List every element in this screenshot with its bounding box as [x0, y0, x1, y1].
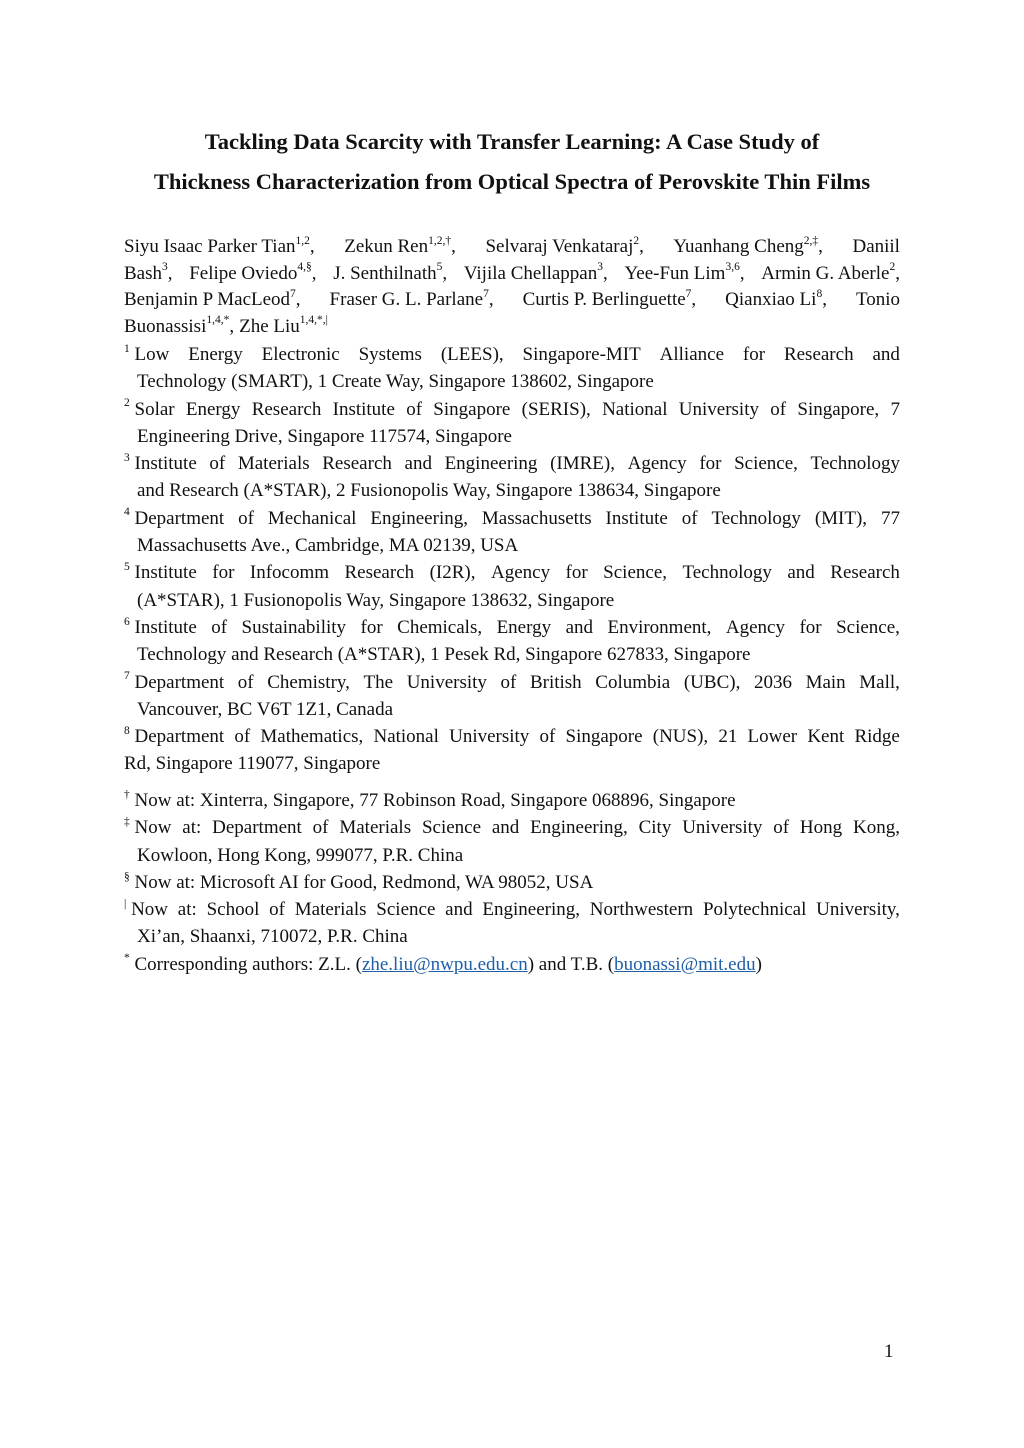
affiliation-7: $^7$ Department of Chemistry, The University of British Columbia (UBC), 2036 Main Mall, Vancouver, BC V6T 1Z1, Canada	[124, 670, 900, 720]
author: Selvaraj Venkataraj$^2$,	[485, 234, 644, 257]
author: Fraser G. L. Parlane$^7$,	[329, 287, 494, 310]
author: Siyu Isaac Parker Tian$^{1,2}$,	[124, 234, 315, 257]
author-line-1	[124, 234, 900, 261]
footnote: ‡ Now at: Department of Materials Science and Engineering, City University of Hong Kong, Kowloon, Hong Kong, 999077, P.R. China	[124, 815, 900, 866]
author: Curtis P. Berlinguette$^7$,	[522, 287, 697, 310]
author: Benjamin P MacLeod$^7$,	[124, 287, 301, 310]
author-split: Buonassisi$^{1,4,*}$,	[124, 314, 235, 337]
author-split: Bash$^3$,	[124, 261, 173, 284]
paper-title	[100, 122, 924, 202]
footnote: † Now at: Xinterra, Singapore, 77 Robinson Road, Singapore 068896, Singapore	[124, 788, 736, 811]
affiliation-1: $^1$ Low Energy Electronic Systems (LEES), Singapore-MIT Alliance for Research and Technology (SMART), 1 Create Way, Singapore 138602, Singapore	[124, 342, 900, 393]
author-split: Tonio	[855, 289, 900, 310]
author: J. Senthilnath$^5$,	[333, 261, 448, 284]
author: Vijila Chellappan$^3$,	[463, 261, 608, 284]
affiliation-8: $^8$ Department of Mathematics, National University of Singapore (NUS), 21 Lower Kent Ridge Rd, Singapore 119077, Singapore	[124, 724, 900, 775]
author: Qianxiao Li$^8$,	[725, 287, 827, 310]
author: Zekun Ren$^{1,2,\dagger}$,	[344, 234, 456, 257]
affiliation-3: $^3$ Institute of Materials Research and Engineering (IMRE), Agency for Science, Technology and Research (A*STAR), 2 Fusionopolis Way, Singapore 138634, Singapore	[124, 451, 900, 502]
author: Yuanhang Cheng$^{2,\ddagger}$,	[673, 234, 823, 257]
author-split: Daniil	[852, 236, 900, 257]
author: Yee-Fun Lim$^{3,6}$,	[624, 261, 745, 284]
affiliation-4: $^4$ Department of Mechanical Engineering, Massachusetts Institute of Technology (MIT), 77 Massachusetts Ave., Cambridge, MA 02139, USA	[124, 506, 900, 557]
email-link-buonassisi[interactable]: buonassi@mit.edu	[614, 953, 756, 975]
affiliation-list	[124, 341, 900, 778]
footnote: § Now at: Microsoft AI for Good, Redmond, WA 98052, USA	[124, 870, 594, 893]
email-link-zhe-liu[interactable]: zhe.liu@nwpu.edu.cn	[361, 953, 528, 975]
author-line-4	[124, 314, 900, 341]
affiliation-5: $^5$ Institute for Infocomm Research (I2R), Agency for Science, Technology and Research (A*STAR), 1 Fusionopolis Way, Singapore 138632, Singapore	[124, 561, 900, 611]
author: Armin G. Aberle$^2$,	[761, 261, 900, 284]
author: Zhe Liu$^{1,4,*,|}$	[239, 314, 328, 337]
corresponding-authors: * Corresponding authors: Z.L. (zhe.liu@nwpu.edu.cn) and T.B. (buonassi@mit.edu)	[124, 952, 762, 975]
footnote: | Now at: School of Materials Science and Engineering, Northwestern Polytechnical University, Xi’an, Shaanxi, 710072, P.R. China	[124, 897, 900, 948]
affiliation-6: $^6$ Institute of Sustainability for Chemicals, Energy and Environment, Agency for Science, Technology and Research (A*STAR), 1 Pesek Rd, Singapore 627833, Singapore	[124, 615, 900, 666]
author-line-2	[124, 261, 900, 288]
author-list	[124, 234, 900, 340]
footnote-list	[124, 787, 900, 978]
title-line-2: Thickness Characterization from Optical Spectra of Perovskite Thin Films	[153, 169, 871, 194]
author: Felipe Oviedo$^{4,\S}$,	[189, 261, 317, 284]
page-number: 1	[884, 1341, 894, 1362]
title-line-1: Tackling Data Scarcity with Transfer Learning: A Case Study of	[204, 129, 820, 154]
affiliation-2: $^2$ Solar Energy Research Institute of Singapore (SERIS), National University of Singapore, 7 Engineering Drive, Singapore 117574, Singapore	[124, 397, 900, 447]
author-line-3	[124, 287, 900, 314]
